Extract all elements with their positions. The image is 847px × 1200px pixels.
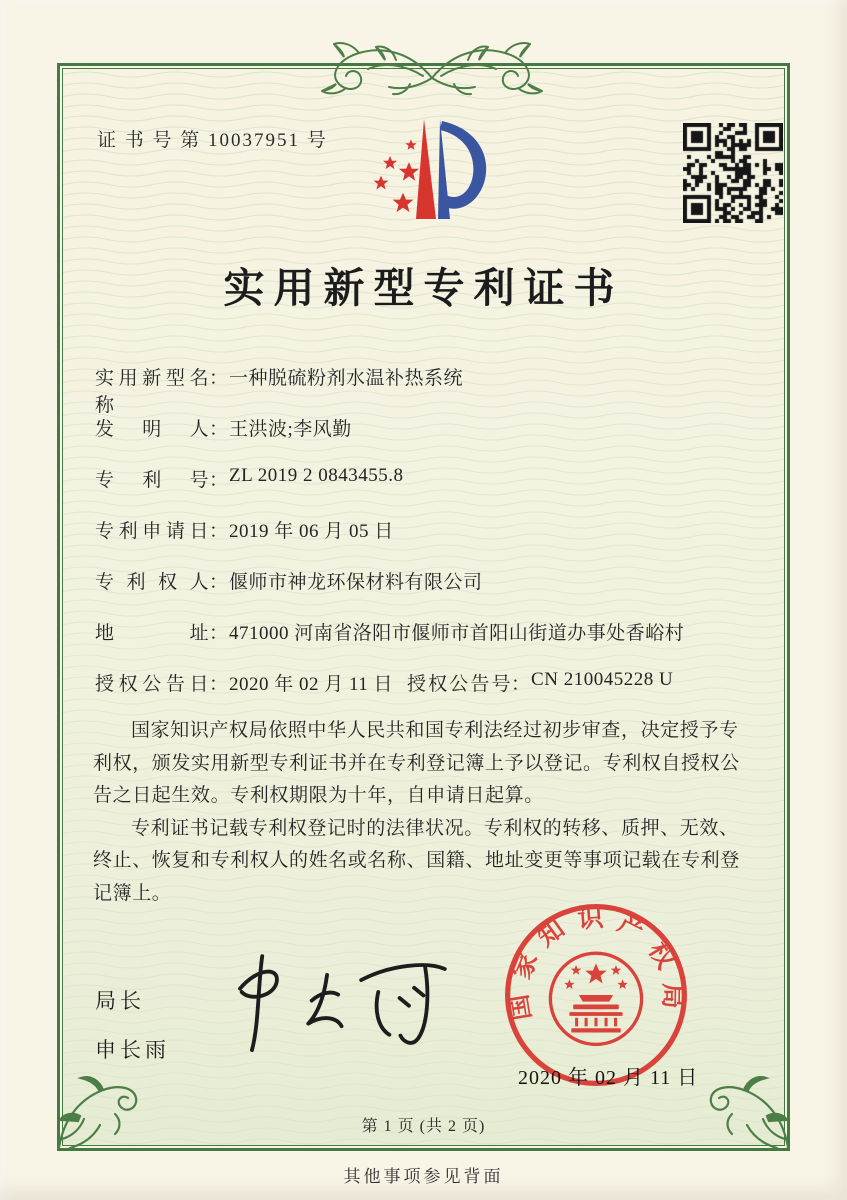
- field-row-patent-no: [95, 465, 757, 516]
- bottom-left-flourish-icon: [48, 1070, 150, 1154]
- director-name: 申长雨: [95, 1038, 170, 1062]
- field-value: 2019 年 06 月 05 日: [229, 521, 394, 542]
- legal-paragraph-2: 专利证书记载专利权登记时的法律状况。专利权的转移、质押、无效、终止、恢复和专利权人的姓名或名称、国籍、地址变更等事项记载在专利登记簿上。: [93, 817, 740, 904]
- field-value: 王洪波;李风勤: [229, 419, 352, 440]
- certificate-content: [63, 69, 784, 1145]
- field-colon: ：: [209, 521, 229, 542]
- field-colon: ：: [209, 470, 229, 491]
- field-colon: ：: [511, 674, 531, 695]
- field-label: 专利申请日: [95, 521, 209, 542]
- director-title: 局长: [95, 989, 145, 1013]
- field-label: 专利号: [95, 470, 209, 491]
- field-colon: ：: [209, 419, 229, 440]
- field-label: 授权公告日: [95, 674, 209, 695]
- qr-code: [683, 123, 783, 223]
- field-value: 一种脱硫粉剂水温补热系统: [229, 368, 464, 389]
- seal-text: 国家知识产权局: [503, 902, 688, 1023]
- certificate-title: 实用新型专利证书: [223, 265, 624, 311]
- field-colon: ：: [209, 623, 229, 644]
- field-row-address: [95, 618, 757, 669]
- field-row-grant: [95, 669, 757, 720]
- field-row-inventor: [95, 414, 757, 465]
- legal-paragraph-1: 国家知识产权局依照中华人民共和国专利法经过初步审查，决定授予专利权，颁发实用新型专利证书并在专利登记簿上予以登记。专利权自授权公告之日起生效。专利权期限为十年，自申请日起算。: [93, 720, 740, 806]
- certificate-number: 证 书 号 第 10037951 号: [97, 130, 328, 151]
- field-value: CN 210045228 U: [531, 669, 674, 690]
- field-value: 偃师市神龙环保材料有限公司: [229, 572, 483, 593]
- field-pair-grant-no: [407, 669, 673, 696]
- cnipa-logo-icon: [356, 107, 493, 237]
- field-label: 实用新型名称: [95, 368, 209, 416]
- qr-code-block: [683, 123, 787, 227]
- field-colon: ：: [209, 368, 229, 389]
- field-value: 471000 河南省洛阳市偃师市首阳山街道办事处香峪村: [229, 623, 685, 644]
- field-colon: ：: [209, 674, 229, 695]
- field-list: [95, 363, 757, 720]
- svg-text:国家知识产权局: [504, 903, 688, 1022]
- field-label: 发明人: [95, 419, 209, 440]
- field-colon: ：: [209, 572, 229, 593]
- national-emblem-icon: [550, 953, 641, 1044]
- field-label: 专利权人: [95, 572, 209, 593]
- field-row-name: [95, 363, 757, 414]
- field-row-filing-date: [95, 516, 757, 567]
- field-value: 2020 年 02 月 11 日: [229, 674, 394, 695]
- field-label: 授权公告号: [407, 674, 512, 695]
- legal-text: [93, 715, 757, 910]
- certificate-inner-border: [62, 68, 785, 1146]
- director-signature-icon: [211, 941, 467, 1067]
- field-label: 地址: [95, 623, 209, 644]
- field-row-patentee: [95, 567, 757, 618]
- certificate-border-frame: [57, 63, 790, 1151]
- bottom-right-flourish-icon: [697, 1070, 799, 1154]
- page-number: 第 1 页 (共 2 页): [361, 1118, 486, 1135]
- back-note: 其他事项参见背面: [343, 1167, 504, 1186]
- seal-date: 2020 年 02 月 11 日: [518, 1067, 699, 1089]
- director-block: [95, 985, 170, 1083]
- field-value: ZL 2019 2 0843455.8: [229, 465, 404, 486]
- top-flourish-ornament-icon: [299, 36, 565, 98]
